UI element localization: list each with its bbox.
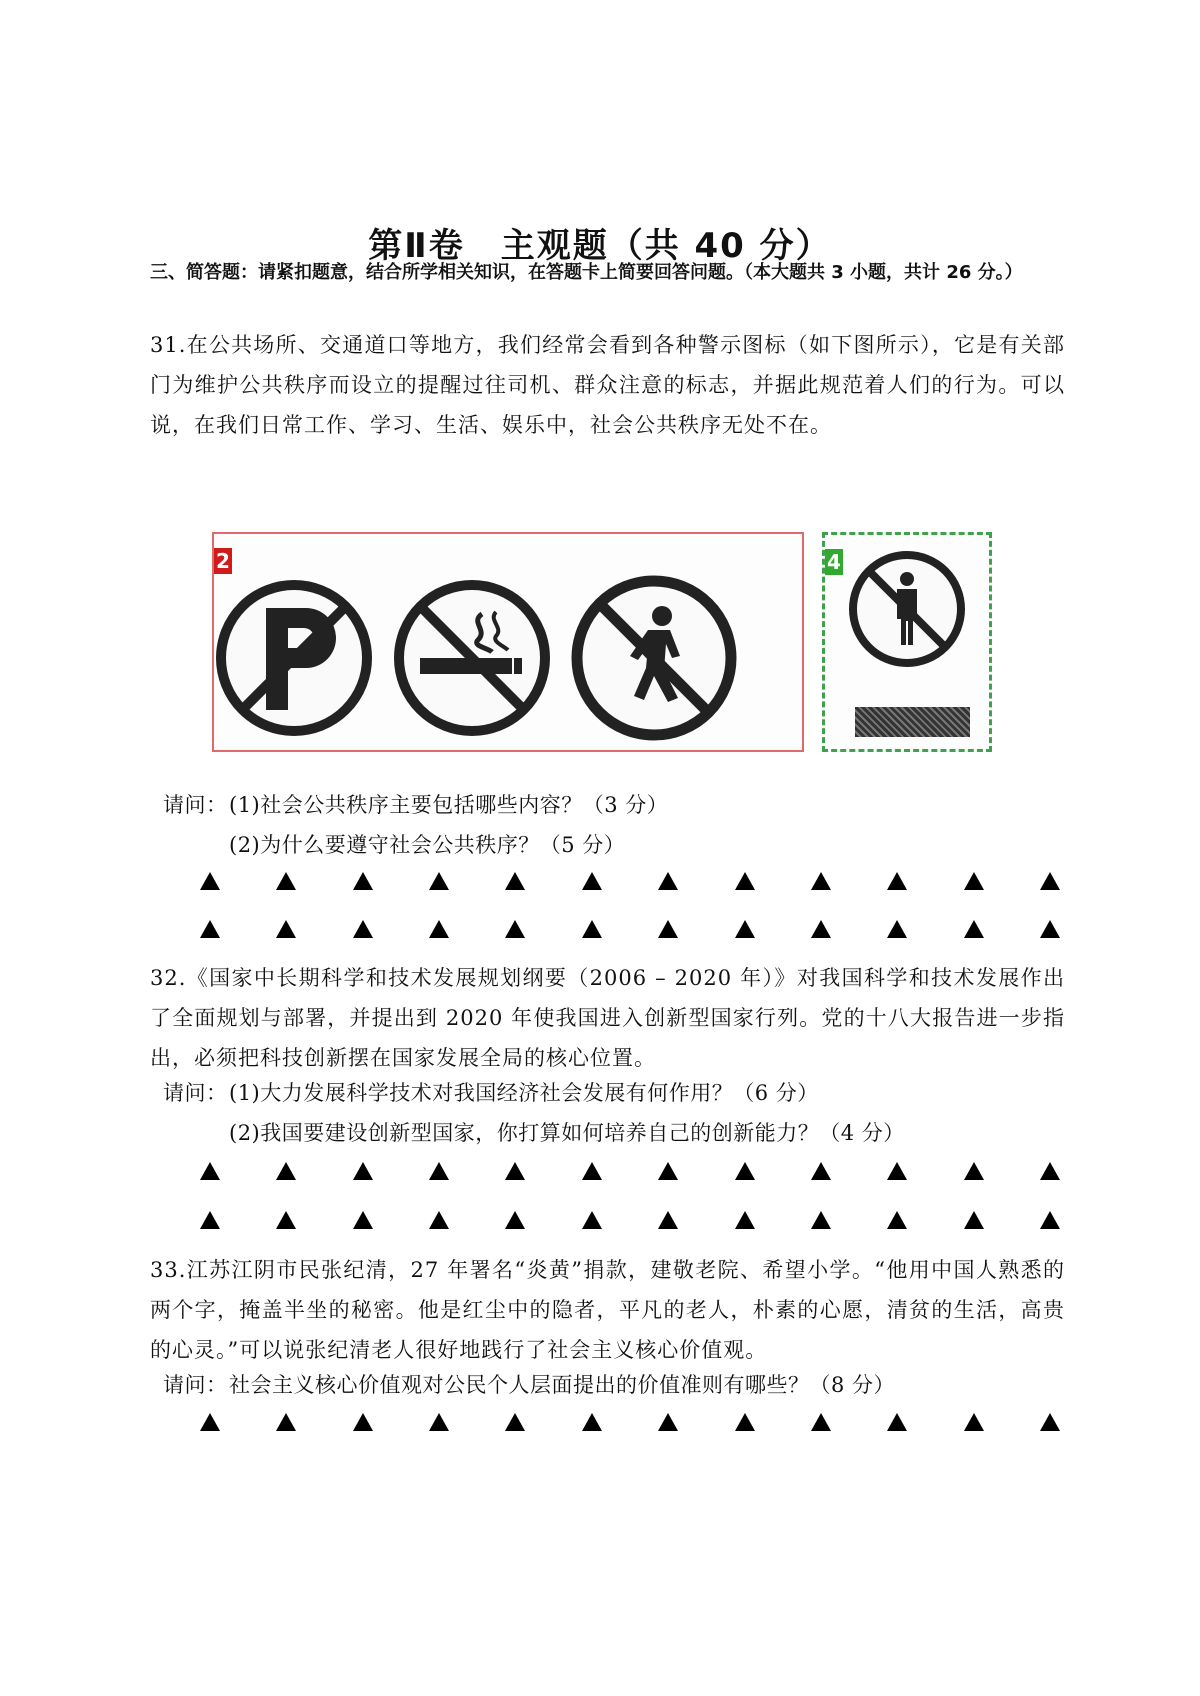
answer-marker	[276, 1211, 296, 1229]
answer-marker	[200, 1413, 220, 1431]
answer-marker	[887, 1162, 907, 1180]
warning-signs-figure	[212, 532, 992, 757]
answer-marker	[735, 872, 755, 890]
figure-badge-left: 2	[214, 548, 232, 574]
answer-marker	[276, 920, 296, 938]
answer-marker-row	[200, 1407, 1060, 1437]
signs-frame-right	[822, 532, 992, 752]
q31-sub1: (1)社会公共秩序主要包括哪些内容？（3 分）	[229, 793, 669, 817]
section-instruction: 三、简答题：请紧扣题意，结合所学相关知识，在答题卡上简要回答问题。（本大题共 3 小题，共计 26 分。）	[150, 262, 1023, 283]
q32-sub2: (2)我国要建设创新型国家，你打算如何培养自己的创新能力？（4 分）	[229, 1121, 905, 1145]
answer-marker	[964, 920, 984, 938]
answer-marker	[276, 872, 296, 890]
answer-marker	[505, 1413, 525, 1431]
question-33-text: 33.江苏江阴市民张纪清，27 年署名“炎黄”捐款，建敬老院、希望小学。“他用中国人熟悉的两个字，掩盖半坐的秘密。他是红尘中的隐者，平凡的老人，朴素的心愿，清贫的生活，高贵的心灵。”可以说张纪清老人很好地践行了社会主义核心价值观。	[150, 1258, 1065, 1362]
answer-marker	[200, 1211, 220, 1229]
answer-marker	[811, 872, 831, 890]
answer-marker	[505, 920, 525, 938]
answer-marker	[735, 920, 755, 938]
answer-marker-row	[200, 914, 1060, 944]
answer-marker	[582, 872, 602, 890]
no-parking-icon	[214, 578, 374, 738]
answer-marker	[1040, 1162, 1060, 1180]
answer-marker	[582, 920, 602, 938]
answer-marker	[658, 920, 678, 938]
answer-marker	[1040, 1211, 1060, 1229]
answer-marker	[429, 872, 449, 890]
answer-marker	[200, 920, 220, 938]
answer-marker	[582, 1162, 602, 1180]
answer-marker	[964, 1162, 984, 1180]
answer-marker	[811, 920, 831, 938]
question-31-text: 31.在公共场所、交通道口等地方，我们经常会看到各种警示图标（如下图所示），它是有关部门为维护公共秩序而设立的提醒过往司机、群众注意的标志，并据此规范着人们的行为。可以说，在我们日常工作、学习、生活、娱乐中，社会公共秩序无处不在。	[150, 333, 1065, 437]
answer-marker	[429, 920, 449, 938]
q33-sub1: 社会主义核心价值观对公民个人层面提出的价值准则有哪些？（8 分）	[229, 1373, 896, 1397]
answer-marker	[964, 1413, 984, 1431]
answer-marker	[811, 1211, 831, 1229]
q31-sub2: (2)为什么要遵守社会公共秩序？（5 分）	[229, 833, 626, 857]
answer-marker	[658, 1413, 678, 1431]
q32-sub1: (1)大力发展科学技术对我国经济社会发展有何作用？（6 分）	[229, 1081, 819, 1105]
answer-marker	[811, 1413, 831, 1431]
answer-marker	[505, 1211, 525, 1229]
answer-marker	[658, 872, 678, 890]
answer-marker	[1040, 872, 1060, 890]
answer-marker	[658, 1211, 678, 1229]
no-smoking-icon	[392, 578, 552, 738]
answer-marker	[811, 1162, 831, 1180]
answer-marker	[887, 920, 907, 938]
answer-marker-row	[200, 1205, 1060, 1235]
q33-ask-prefix: 请问：	[163, 1373, 228, 1397]
answer-marker	[582, 1413, 602, 1431]
answer-marker	[353, 1211, 373, 1229]
answer-marker	[658, 1162, 678, 1180]
answer-marker	[276, 1162, 296, 1180]
answer-marker	[276, 1413, 296, 1431]
answer-marker	[735, 1211, 755, 1229]
answer-marker	[353, 920, 373, 938]
answer-marker	[429, 1413, 449, 1431]
answer-marker	[353, 872, 373, 890]
q31-ask-prefix: 请问：	[163, 793, 228, 817]
sign-caption-plate	[855, 707, 970, 737]
answer-marker	[353, 1162, 373, 1180]
no-pedestrians-icon	[570, 574, 738, 742]
figure-badge-right: 4	[825, 549, 843, 575]
page-title: 第Ⅱ卷 主观题（共 40 分）	[368, 226, 832, 266]
answer-marker	[200, 872, 220, 890]
signs-frame-left	[212, 532, 804, 752]
answer-marker	[505, 1162, 525, 1180]
answer-marker	[582, 1211, 602, 1229]
answer-marker	[200, 1162, 220, 1180]
answer-marker	[964, 872, 984, 890]
answer-marker	[964, 1211, 984, 1229]
answer-marker	[1040, 1413, 1060, 1431]
question-32-text: 32.《国家中长期科学和技术发展规划纲要（2006 – 2020 年）》对我国科学和技术发展作出了全面规划与部署，并提出到 2020 年使我国进入创新型国家行列。党的十八大报告进一步指出，必须把科技创新摆在国家发展全局的核心位置。	[150, 966, 1065, 1070]
answer-marker	[887, 872, 907, 890]
answer-marker	[735, 1162, 755, 1180]
answer-marker	[887, 1211, 907, 1229]
q32-ask-prefix: 请问：	[163, 1081, 228, 1105]
answer-marker	[1040, 920, 1060, 938]
answer-marker	[505, 872, 525, 890]
answer-marker	[353, 1413, 373, 1431]
answer-marker	[429, 1211, 449, 1229]
answer-marker-row	[200, 1156, 1060, 1186]
answer-marker	[429, 1162, 449, 1180]
answer-marker-row	[200, 866, 1060, 896]
answer-marker	[887, 1413, 907, 1431]
no-entry-person-icon	[847, 549, 967, 669]
answer-marker	[735, 1413, 755, 1431]
